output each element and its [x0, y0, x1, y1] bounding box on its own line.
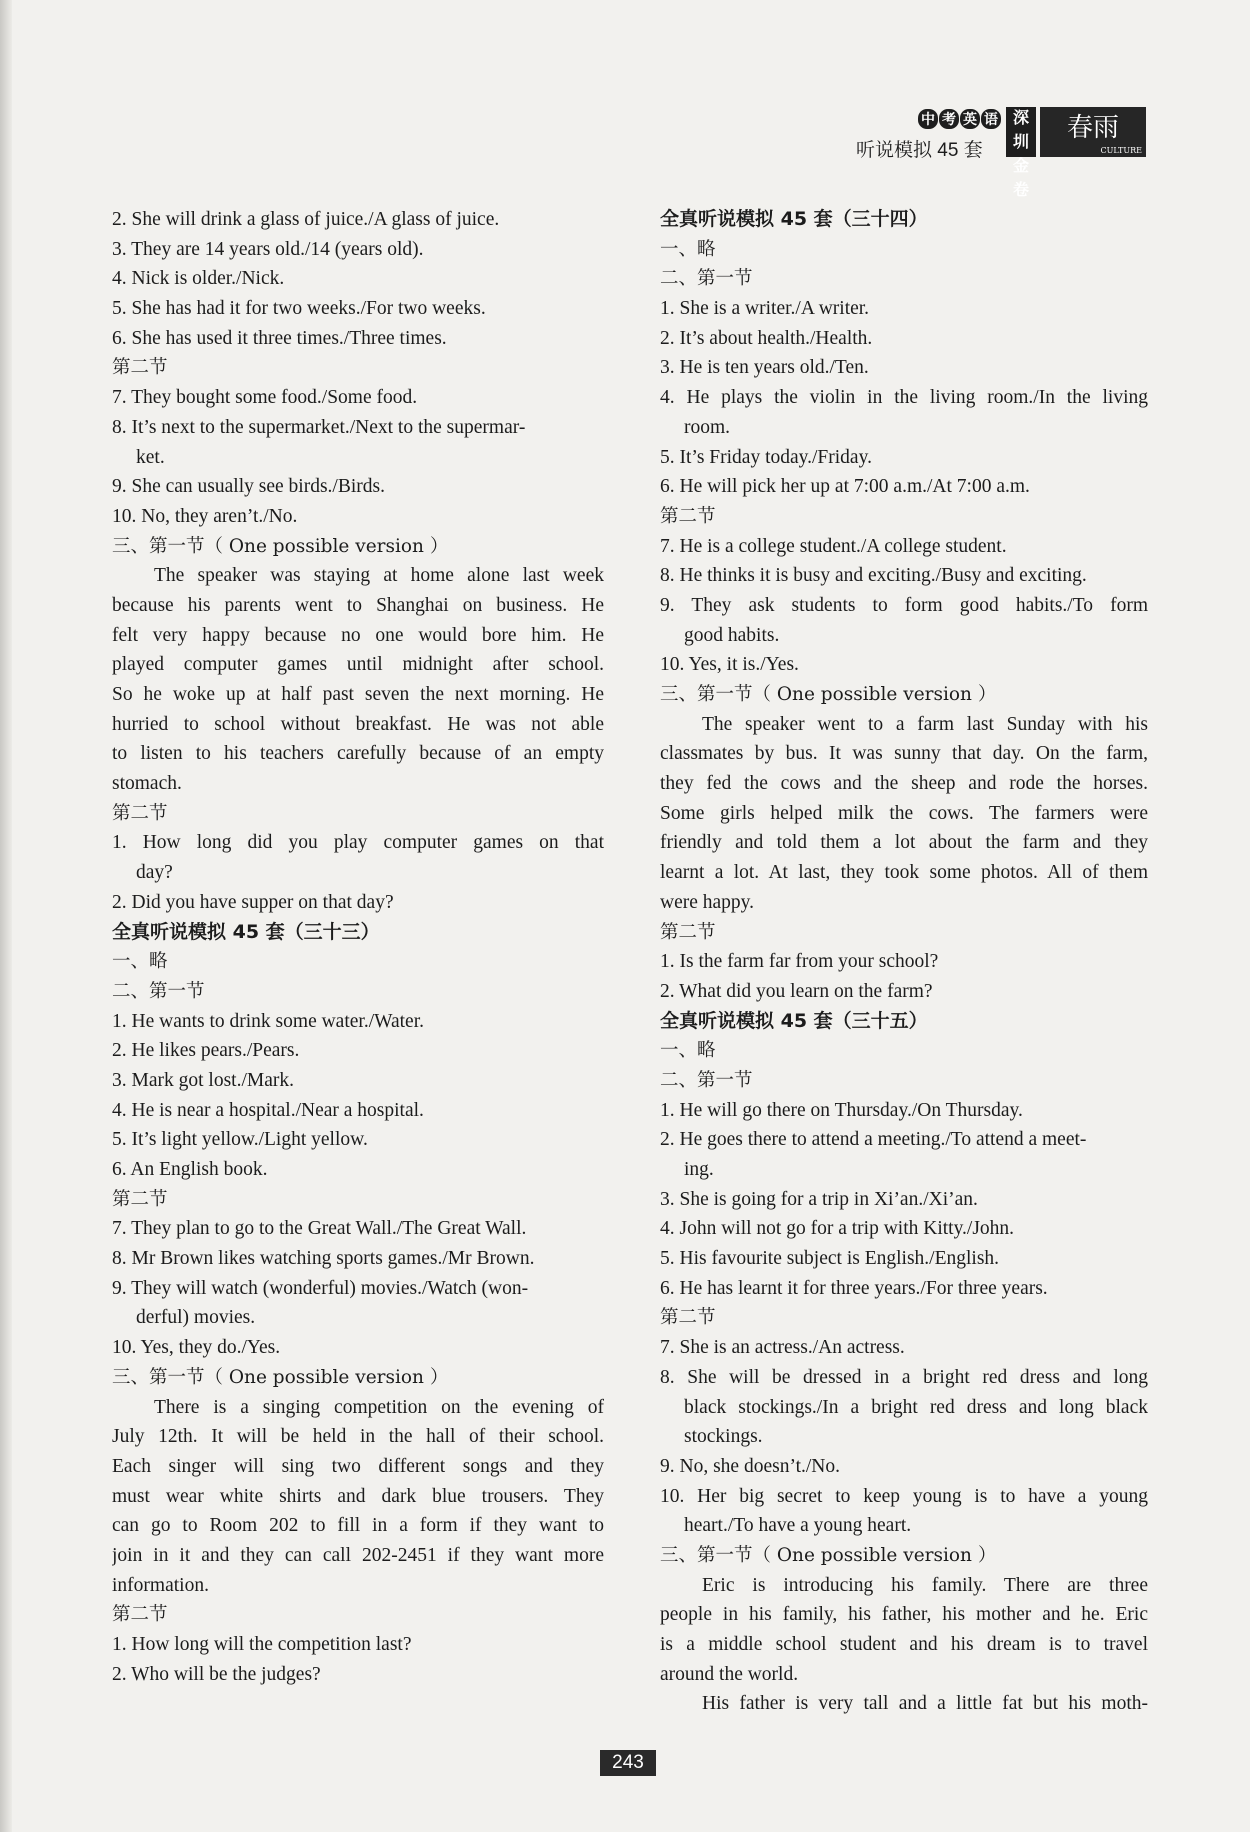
- paragraph-line: can go to Room 202 to fill in a form if they want to: [112, 1515, 604, 1537]
- answer-line: 10. Her big secret to keep young is to have a young: [660, 1485, 1148, 1507]
- answer-continuation: derful) movies.: [136, 1307, 256, 1329]
- answer-continuation: day?: [136, 862, 173, 884]
- paragraph-line: to listen to his teachers carefully because of an empty: [112, 743, 604, 765]
- paragraph-line: friendly and told them a lot about the farm and they: [660, 832, 1148, 854]
- answer-line: 10. Yes, they do./Yes.: [112, 1337, 281, 1359]
- answer-continuation: stockings.: [684, 1426, 763, 1448]
- header-pill: 考: [939, 109, 959, 129]
- answer-line: 8. He thinks it is busy and exciting./Busy and exciting.: [660, 565, 1087, 587]
- paragraph-line: join in it and they can call 202-2451 if they want more: [112, 1544, 604, 1566]
- answer-line: 1. He wants to drink some water./Water.: [112, 1010, 424, 1032]
- header-pill: 语: [981, 109, 1001, 129]
- logo-text: 春雨: [1066, 113, 1119, 143]
- answer-line: 1. She is a writer./A writer.: [660, 298, 870, 320]
- answer-line: 2. Did you have supper on that day?: [112, 891, 394, 913]
- answer-line: 5. His favourite subject is English./English.: [660, 1248, 1000, 1270]
- paragraph-line: hurried to school without breakfast. He was not able: [112, 713, 604, 735]
- paragraph-line: learnt a lot. At last, they took some photos. All of them: [660, 862, 1148, 884]
- set-title: 全真听说模拟 45 套（三十五）: [660, 1009, 928, 1032]
- answer-line: 1. Is the farm far from your school?: [660, 951, 939, 973]
- set-title: 全真听说模拟 45 套（三十四）: [660, 208, 928, 230]
- header-series-box: 深圳 金卷: [1006, 107, 1036, 157]
- answer-line: 6. An English book.: [112, 1159, 268, 1180]
- left-column: [112, 205, 604, 1689]
- section-heading: 第二节: [112, 1188, 168, 1210]
- answer-line: 2. He goes there to attend a meeting./To attend a meet-: [660, 1129, 1087, 1151]
- answer-line: 3. Mark got lost./Mark.: [112, 1069, 294, 1091]
- section-heading: 第二节: [660, 505, 716, 527]
- answer-line: 9. They will watch (wonderful) movies./Watch (won-: [112, 1277, 529, 1299]
- answer-line: 7. They plan to go to the Great Wall./The Great Wall.: [112, 1218, 527, 1240]
- answer-line: 6. He has learnt it for three years./For three years.: [660, 1277, 1048, 1299]
- book-header: [856, 105, 1148, 199]
- paragraph-line: stomach.: [112, 773, 182, 795]
- paragraph-line: Eric is introducing his family. There are three: [702, 1574, 1148, 1596]
- header-subtitle: 听说模拟 45 套: [856, 140, 983, 161]
- answer-line: 9. She can usually see birds./Birds.: [112, 476, 385, 498]
- paragraph-line: His father is very tall and a little fat but his moth-: [702, 1693, 1148, 1715]
- header-pill: 中: [918, 109, 938, 129]
- header-badge: [918, 109, 1002, 129]
- paragraph-line: The speaker was staying at home alone last week: [154, 565, 604, 587]
- answer-line: 10. Yes, it is./Yes.: [660, 654, 799, 676]
- paragraph-line: is a middle school student and his dream is to travel: [660, 1634, 1148, 1655]
- section-heading: 第二节: [660, 921, 716, 943]
- answer-line: 1. How long will the competition last?: [112, 1634, 412, 1655]
- paragraph-line: classmates by bus. It was sunny that day. On the farm,: [660, 743, 1148, 765]
- page-number: 243: [600, 1750, 656, 1776]
- section-heading: 三、第一节（ One possible version ）: [112, 535, 449, 557]
- header-pill: 英: [960, 109, 980, 129]
- answer-line: 7. She is an actress./An actress.: [660, 1337, 905, 1359]
- paragraph-line: people in his family, his father, his mother and he. Eric: [660, 1604, 1148, 1626]
- answer-line: 4. He plays the violin in the living room./In the living: [660, 387, 1148, 409]
- answer-line: 8. She will be dressed in a bright red dress and long: [660, 1366, 1148, 1388]
- section-heading: 二、第一节: [660, 268, 753, 290]
- section-heading: 三、第一节（ One possible version ）: [112, 1366, 449, 1388]
- section-heading: 三、第一节（ One possible version ）: [660, 684, 997, 705]
- section-heading: 第二节: [112, 357, 168, 379]
- answer-line: 5. It’s light yellow./Light yellow.: [112, 1129, 368, 1151]
- paragraph-line: Each singer will sing two different songs and they: [112, 1455, 604, 1477]
- answer-line: 3. She is going for a trip in Xi’an./Xi’an.: [660, 1188, 978, 1210]
- answer-continuation: good habits.: [684, 624, 780, 646]
- paragraph-line: because his parents went to Shanghai on business. He: [112, 594, 604, 616]
- section-heading: 第二节: [112, 1604, 168, 1626]
- logo-sub: CULTURE: [1100, 146, 1142, 155]
- answer-line: 5. It’s Friday today./Friday.: [660, 446, 872, 468]
- answer-line: 1. He will go there on Thursday./On Thursday.: [660, 1099, 1023, 1121]
- section-heading: 第二节: [660, 1307, 716, 1329]
- answer-line: 7. He is a college student./A college student.: [660, 535, 1007, 557]
- answer-line: 9. No, she doesn’t./No.: [660, 1455, 841, 1477]
- answer-line: 2. Who will be the judges?: [112, 1663, 321, 1685]
- page-edge: [0, 0, 12, 1832]
- section-heading: 一、略: [112, 951, 168, 973]
- paragraph-line: So he woke up at half past seven the next morning. He: [112, 684, 604, 705]
- answer-line: 4. He is near a hospital./Near a hospital.: [112, 1099, 424, 1121]
- answer-continuation: ket.: [136, 446, 165, 468]
- paragraph-line: information.: [112, 1574, 209, 1596]
- answer-line: 10. No, they aren’t./No.: [112, 505, 298, 527]
- answer-continuation: heart./To have a young heart.: [684, 1515, 912, 1537]
- answer-line: 3. He is ten years old./Ten.: [660, 357, 869, 379]
- answer-continuation: ing.: [684, 1159, 714, 1180]
- paragraph-line: There is a singing competition on the evening of: [154, 1396, 604, 1418]
- answer-line: 6. He will pick her up at 7:00 a.m./At 7:00 a.m.: [660, 476, 1030, 498]
- answer-line: 2. He likes pears./Pears.: [112, 1040, 300, 1062]
- paragraph-line: felt very happy because no one would bore him. He: [112, 624, 604, 646]
- answer-line: 4. John will not go for a trip with Kitty./John.: [660, 1218, 1015, 1240]
- answer-line: 9. They ask students to form good habits./To form: [660, 594, 1148, 616]
- answer-continuation: room.: [684, 416, 731, 438]
- publisher-logo: [1040, 107, 1146, 157]
- set-title: 全真听说模拟 45 套（三十三）: [112, 920, 380, 943]
- answer-line: 8. Mr Brown likes watching sports games./Mr Brown.: [112, 1248, 535, 1270]
- section-heading: 一、略: [660, 1040, 716, 1062]
- answer-line: 2. What did you learn on the farm?: [660, 980, 933, 1002]
- answer-line: 2. She will drink a glass of juice./A glass of juice.: [112, 209, 500, 230]
- paragraph-line: Some girls helped milk the cows. The farmers were: [660, 802, 1148, 824]
- section-heading: 二、第一节: [660, 1069, 753, 1091]
- paragraph-line: around the world.: [660, 1663, 799, 1685]
- paragraph-line: must wear white shirts and dark blue trousers. They: [112, 1485, 604, 1507]
- answer-line: 6. She has used it three times./Three times.: [112, 327, 447, 349]
- answer-line: 2. It’s about health./Health.: [660, 327, 873, 349]
- answer-line: 5. She has had it for two weeks./For two weeks.: [112, 298, 486, 320]
- right-column: [660, 205, 1148, 1719]
- section-heading: 三、第一节（ One possible version ）: [660, 1544, 997, 1566]
- section-heading: 第二节: [112, 802, 168, 824]
- paragraph-line: were happy.: [660, 891, 755, 913]
- answer-line: 3. They are 14 years old./14 (years old).: [112, 238, 424, 260]
- paragraph-line: The speaker went to a farm last Sunday with his: [702, 713, 1148, 735]
- answer-line: 8. It’s next to the supermarket./Next to the supermar-: [112, 416, 526, 438]
- section-heading: 二、第一节: [112, 980, 205, 1002]
- paragraph-line: played computer games until midnight after school.: [112, 654, 604, 676]
- answer-line: 7. They bought some food./Some food.: [112, 387, 418, 409]
- answer-line: 1. How long did you play computer games on that: [112, 832, 604, 854]
- answer-line: 4. Nick is older./Nick.: [112, 268, 285, 290]
- answer-continuation: black stockings./In a bright red dress and long black: [684, 1396, 1148, 1418]
- section-heading: 一、略: [660, 238, 716, 260]
- paragraph-line: July 12th. It will be held in the hall of their school.: [112, 1426, 604, 1448]
- paragraph-line: they fed the cows and the sheep and rode the horses.: [660, 773, 1148, 795]
